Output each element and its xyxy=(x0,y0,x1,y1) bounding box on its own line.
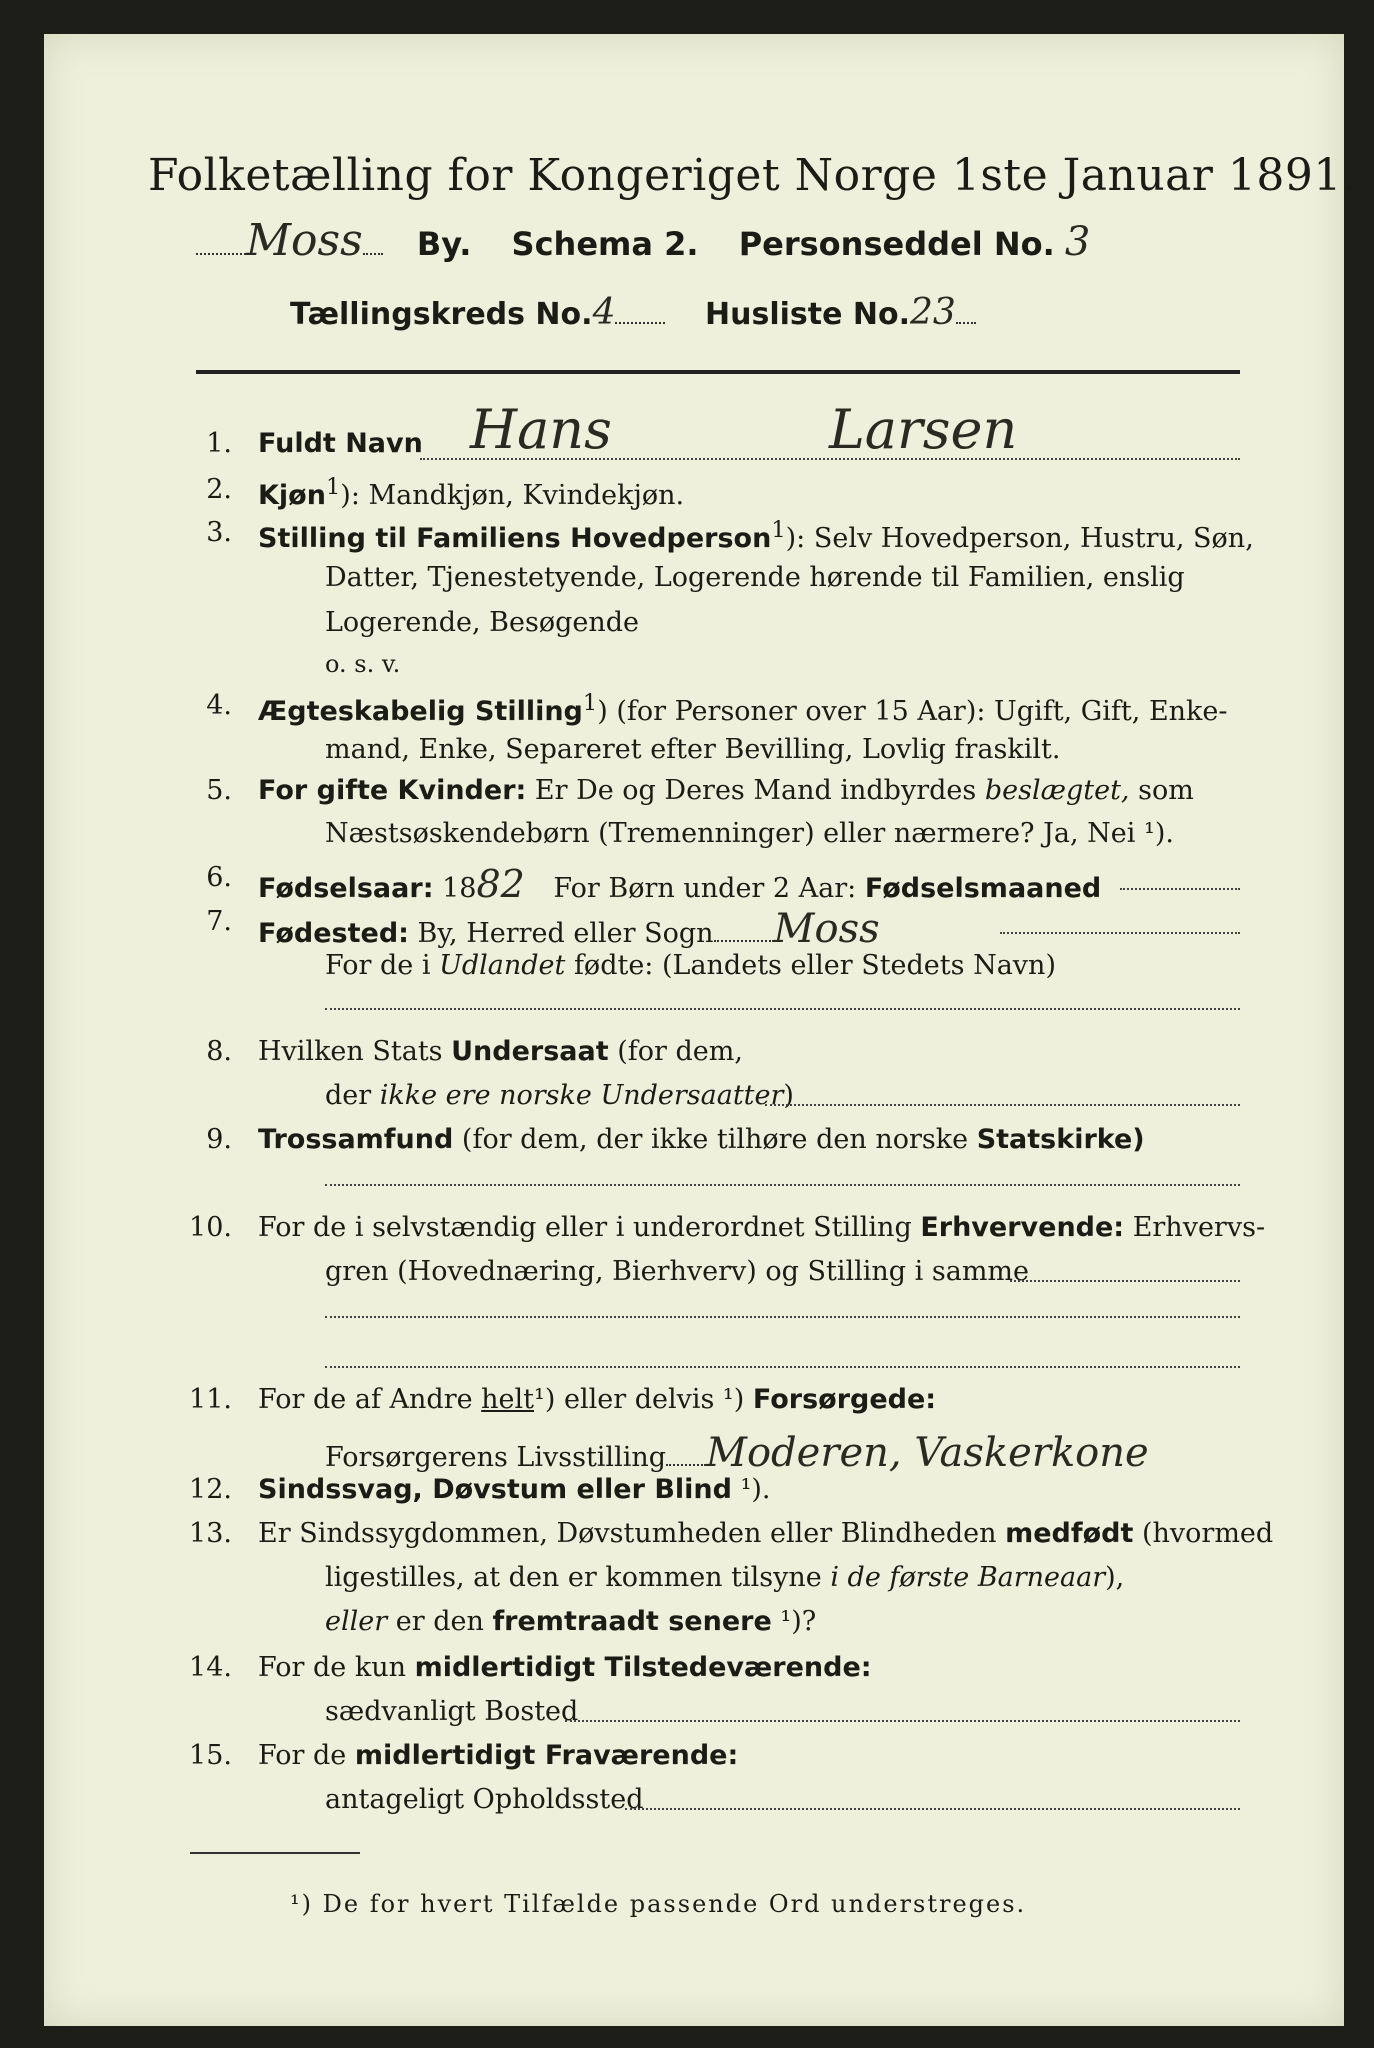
item-10-dotline xyxy=(1010,1280,1240,1282)
item-11-text-2: Forsørgerens Livsstilling xyxy=(325,1442,667,1473)
item-13-text-1c: (hvormed xyxy=(1133,1518,1274,1549)
item-10-number: 10. xyxy=(189,1212,232,1243)
item-6-text: For Børn under 2 Aar: xyxy=(553,873,857,904)
item-2-sup: 1 xyxy=(325,474,341,500)
item-2-text: ): Mandkjøn, Kvindekjøn. xyxy=(340,480,685,511)
item-9-text: (for dem, der ikke tilhøre den norske xyxy=(453,1124,977,1155)
item-13-line-3 xyxy=(325,1606,816,1637)
item-3-line-1: Stilling til Familiens Hovedperson$^1$): Selv Hovedperson, Hustru, Søn, xyxy=(258,517,1254,554)
item-10-text-1c: Erhvervs- xyxy=(1124,1212,1266,1243)
by-label: By. xyxy=(416,225,472,263)
header-line-1 xyxy=(196,215,1090,266)
item-7-dotline xyxy=(1000,932,1240,934)
item-13-text-1b: medfødt xyxy=(1005,1518,1134,1549)
item-3-number: 3. xyxy=(206,517,232,548)
item-13-text-2b: i de første Barneaar xyxy=(830,1562,1106,1593)
item-8-text-2a: der xyxy=(325,1080,380,1111)
kreds-no: 4 xyxy=(592,292,616,333)
footnote-rule xyxy=(190,1852,360,1854)
item-13-number: 13. xyxy=(189,1518,232,1549)
item-4-text-1: ) (for Personer over 15 Aar): Ugift, Gift, Enke- xyxy=(597,696,1228,727)
item-11-line-2 xyxy=(325,1430,1149,1476)
footnote: ¹) De for hvert Tilfælde passende Ord understreges. xyxy=(290,1890,1027,1918)
item-4-number: 4. xyxy=(206,690,232,721)
item-5-text-a: Er De og Deres Mand indbyrdes xyxy=(526,775,985,806)
item-3-label: Stilling til Familiens Hovedperson xyxy=(258,523,772,554)
item-7-label: Fødested: xyxy=(258,918,409,949)
item-5-text-b: beslægtet, xyxy=(984,775,1130,806)
item-7-number: 7. xyxy=(206,906,232,937)
item-7-text-2a: For de i xyxy=(325,950,440,981)
item-14-text-1a: For de kun xyxy=(258,1652,415,1683)
item-10-blank-line-1 xyxy=(325,1316,1240,1318)
item-6-dotline xyxy=(1120,888,1240,890)
item-4-label: Ægteskabelig Stilling xyxy=(258,696,583,727)
item-6-line xyxy=(258,862,1101,906)
item-13-text-3d: ¹)? xyxy=(771,1606,817,1637)
item-12-text: ¹). xyxy=(731,1474,771,1505)
item-10-text-1b: Erhvervende: xyxy=(920,1212,1125,1243)
item-11-text-1a: For de af Andre xyxy=(258,1384,482,1415)
item-15-line-2: antageligt Opholdssted xyxy=(325,1784,644,1815)
item-11-text-1d: Forsørgede: xyxy=(752,1384,937,1415)
item-11-line-1 xyxy=(258,1384,936,1415)
item-6-label-2: Fødselsmaaned xyxy=(864,873,1102,904)
item-5-label: For gifte Kvinder: xyxy=(258,775,527,806)
item-5-line-2: Næstsøskendebørn (Tremenninger) eller nærmere? Ja, Nei ¹). xyxy=(325,818,1174,849)
item-11-text-1b: helt xyxy=(481,1384,535,1415)
header-separator xyxy=(196,370,1240,374)
item-8-line-1 xyxy=(258,1036,743,1067)
birth-year-prefix: 18 xyxy=(442,873,477,904)
item-10-text-1a: For de i selvstændig eller i underordnet Stilling xyxy=(258,1212,921,1243)
item-15-number: 15. xyxy=(189,1740,232,1771)
kreds-label: Tællingskreds No. xyxy=(290,297,593,332)
item-7-text-2c: fødte: (Landets eller Stedets Navn) xyxy=(565,950,1056,981)
town-handwritten: Moss xyxy=(246,215,363,266)
item-13-line-2 xyxy=(325,1562,1124,1593)
item-1-label: Fuldt Navn xyxy=(258,428,423,459)
item-12-line xyxy=(258,1474,771,1505)
item-13-text-1a: Er Sindssygdommen, Døvstumheden eller Blindheden xyxy=(258,1518,1006,1549)
item-13-text-3a: eller xyxy=(325,1606,388,1637)
item-12-label: Sindssvag, Døvstum eller Blind xyxy=(258,1474,732,1505)
birthplace-value: Moss xyxy=(773,906,880,952)
item-8-dotline xyxy=(765,1104,1240,1106)
husliste-label: Husliste No. xyxy=(705,297,911,332)
header-line-2 xyxy=(290,292,976,333)
item-13-text-2a: ligestilles, at den er kommen tilsyne xyxy=(325,1562,831,1593)
item-4-line-2: mand, Enke, Separeret efter Bevilling, Lovlig fraskilt. xyxy=(325,734,1061,765)
item-9-blank-line xyxy=(325,1184,1240,1186)
item-9-label-2: Statskirke) xyxy=(976,1124,1145,1155)
item-9-label: Trossamfund xyxy=(258,1124,454,1155)
item-4-line-1: Ægteskabelig Stilling$^1$) (for Personer over 15 Aar): Ugift, Gift, Enke- xyxy=(258,690,1228,727)
item-7-text: By, Herred eller Sogn xyxy=(417,918,714,949)
item-15-text-1b: midlertidigt Fraværende: xyxy=(354,1740,739,1771)
item-5-line-1 xyxy=(258,775,1194,806)
item-10-blank-line-2 xyxy=(325,1366,1240,1368)
item-13-text-3c: fremtraadt senere xyxy=(492,1606,772,1637)
item-15-text-1a: For de xyxy=(258,1740,355,1771)
item-3-line-3: Logerende, Besøgende xyxy=(325,607,639,638)
item-6-label: Fødselsaar: xyxy=(258,873,434,904)
item-6-number: 6. xyxy=(206,862,232,893)
item-2-label: Kjøn xyxy=(258,480,326,511)
item-3-text-1: ): Selv Hovedperson, Hustru, Søn, xyxy=(785,523,1254,554)
item-8-text-1c: (for dem, xyxy=(608,1036,743,1067)
item-13-text-3b: er den xyxy=(387,1606,493,1637)
item-3-line-2: Datter, Tjenestetyende, Logerende hørende til Familien, enslig xyxy=(325,562,1185,593)
item-10-line-1 xyxy=(258,1212,1265,1243)
personseddel-label: Personseddel No. xyxy=(738,225,1055,263)
item-8-text-2c: ) xyxy=(783,1080,794,1111)
item-1-dotline xyxy=(420,458,1240,460)
full-name-value: Hans Larsen xyxy=(470,398,1018,461)
provider-occupation-value: Moderen, Vaskerkone xyxy=(706,1430,1149,1476)
item-11-text-1c: ¹) eller delvis ¹) xyxy=(534,1384,753,1415)
item-5-text-c: som xyxy=(1129,775,1194,806)
item-14-line-2: sædvanligt Bosted xyxy=(325,1696,579,1727)
item-8-number: 8. xyxy=(206,1036,232,1067)
item-14-line-1 xyxy=(258,1652,872,1683)
item-7-blank-line xyxy=(325,1008,1240,1010)
item-2-line xyxy=(258,474,684,511)
item-14-dotline xyxy=(565,1720,1240,1722)
schema-label: Schema 2. xyxy=(511,225,699,263)
item-7-line-2 xyxy=(325,950,1056,981)
item-8-line-2 xyxy=(325,1080,794,1111)
item-14-number: 14. xyxy=(189,1652,232,1683)
item-1-number: 1. xyxy=(206,428,232,459)
item-3-line-4: o. s. v. xyxy=(325,650,401,678)
item-13-text-2c: ), xyxy=(1105,1562,1125,1593)
item-7-line-1 xyxy=(258,906,880,952)
husliste-no: 23 xyxy=(910,292,956,333)
item-8-text-2b: ikke ere norske Undersaatter xyxy=(379,1080,784,1111)
item-14-text-1b: midlertidigt Tilstedeværende: xyxy=(414,1652,872,1683)
item-9-number: 9. xyxy=(206,1124,232,1155)
item-8-text-1a: Hvilken Stats xyxy=(258,1036,452,1067)
item-12-number: 12. xyxy=(189,1474,232,1505)
birth-year-value: 82 xyxy=(476,862,525,906)
item-11-number: 11. xyxy=(189,1384,232,1415)
item-9-line xyxy=(258,1124,1145,1155)
item-13-line-1 xyxy=(258,1518,1273,1549)
item-8-text-1b: Undersaat xyxy=(451,1036,609,1067)
item-7-text-2b: Udlandet xyxy=(439,950,566,981)
item-5-number: 5. xyxy=(206,775,232,806)
form-title: Folketælling for Kongeriget Norge 1ste Januar 1891. xyxy=(148,150,1357,201)
personseddel-no: 3 xyxy=(1064,219,1091,265)
item-15-line-1 xyxy=(258,1740,738,1771)
item-15-dotline xyxy=(625,1808,1240,1810)
item-10-line-2: gren (Hovednæring, Bierhverv) og Stilling i samme xyxy=(325,1256,1030,1287)
item-2-number: 2. xyxy=(206,474,232,505)
